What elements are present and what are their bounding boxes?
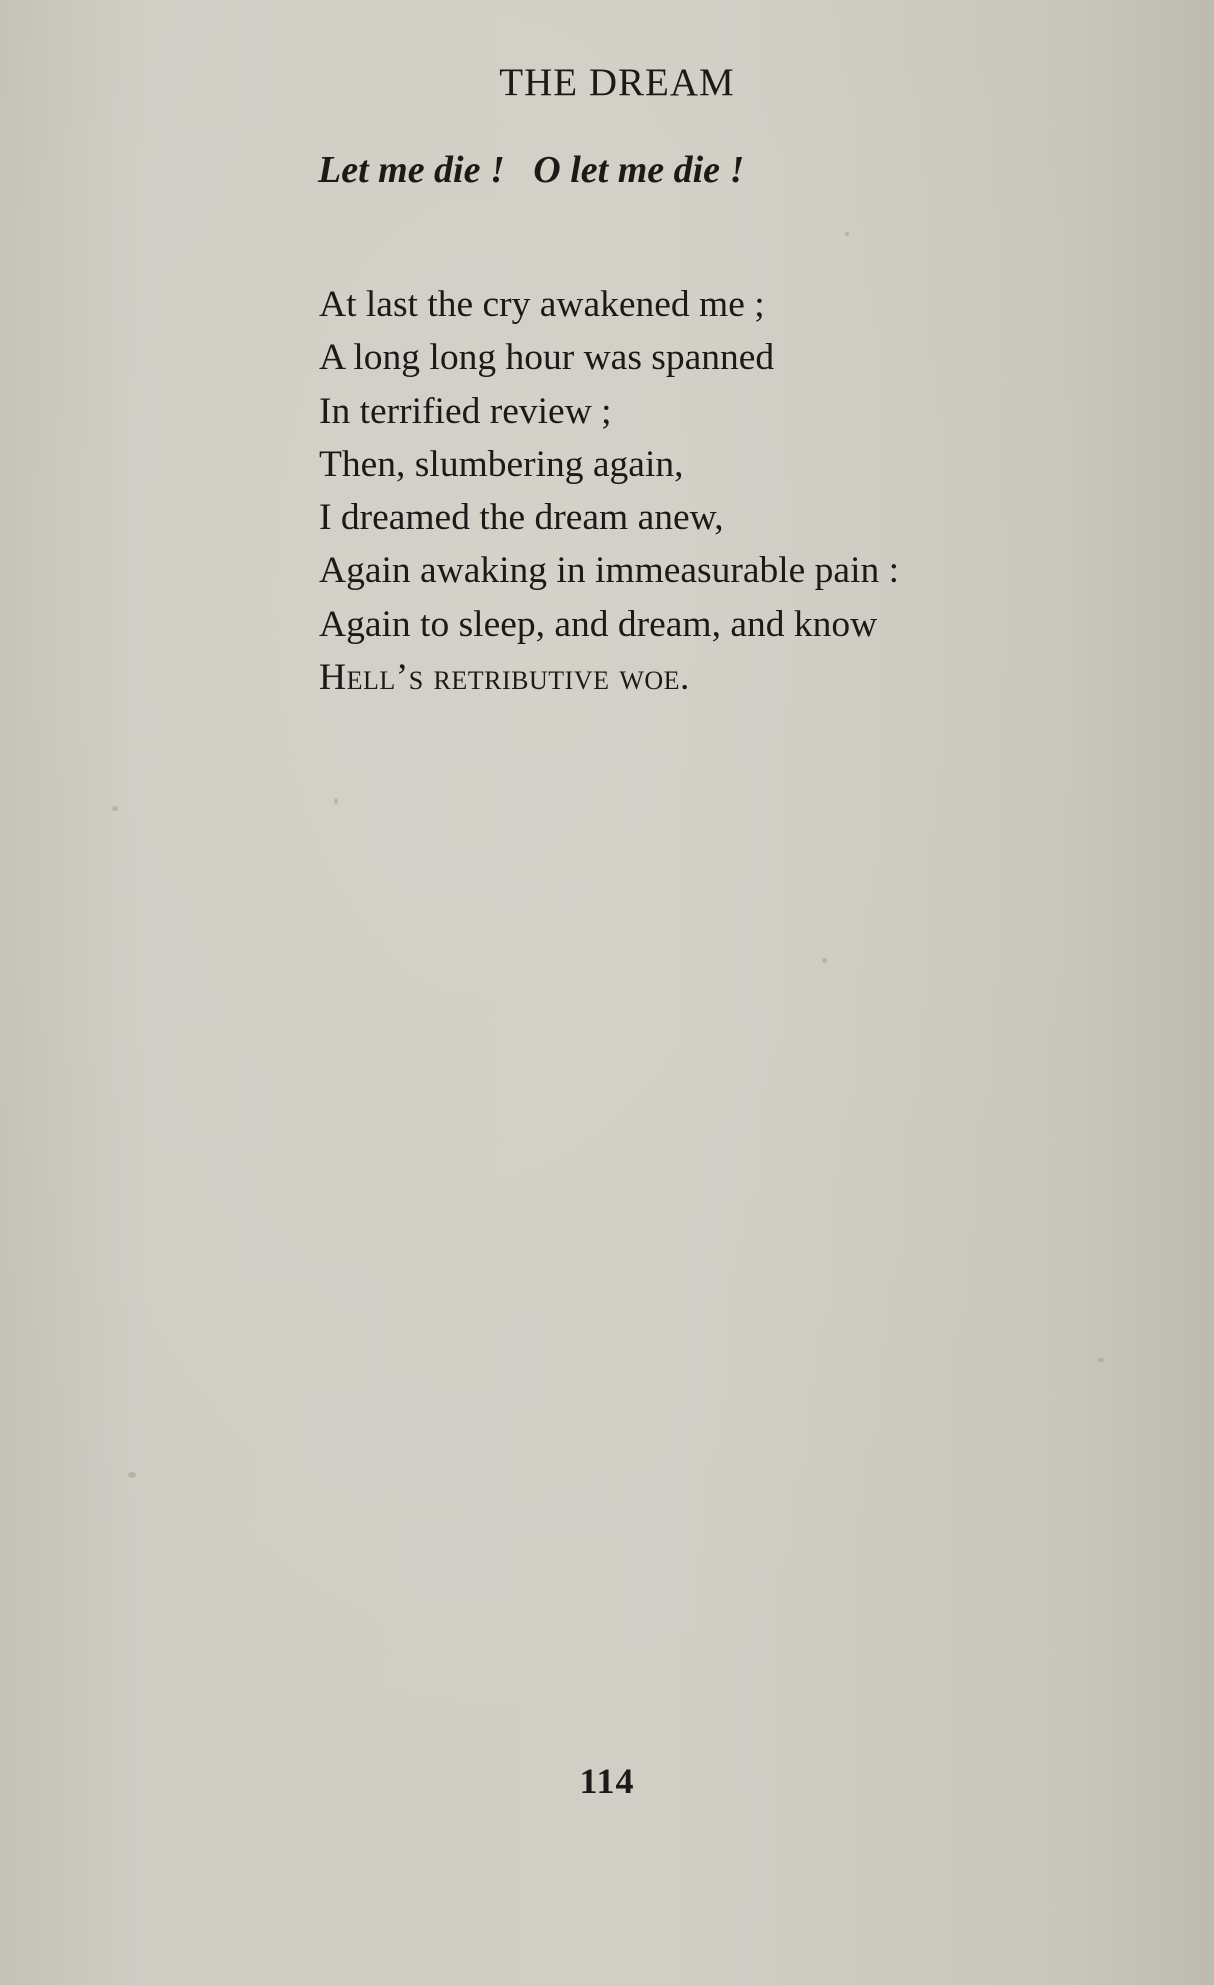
- poem-line: [319, 544, 899, 597]
- running-head: THE DREAM: [499, 61, 735, 104]
- poem-line-text-smallcaps: Hell’s retributive woe.: [319, 657, 690, 699]
- poem-line-text: A long long hour was spanned: [319, 337, 775, 379]
- poem-line-text: Then, slumbering again,: [319, 443, 684, 485]
- poem-line: [319, 385, 899, 438]
- poem-line: [319, 278, 899, 331]
- poem-line: [319, 331, 899, 384]
- paper-speck: [334, 798, 338, 804]
- poem-line-text: I dreamed the dream anew,: [319, 497, 724, 539]
- poem-line-text: At last the cry awakened me ;: [319, 284, 765, 325]
- poem-stanza: [319, 278, 899, 704]
- paper-speck: [112, 806, 118, 811]
- poem-line: [319, 438, 899, 491]
- poem-line: [319, 491, 899, 544]
- poem-line-text: In terrified review ;: [319, 390, 612, 432]
- page-number: 114: [579, 1761, 635, 1801]
- poem-line-text: Again awaking in immeasurable pain :: [319, 550, 900, 592]
- poem-line-text: Again to sleep, and dream, and know: [319, 603, 878, 645]
- poem-line: [319, 651, 899, 704]
- paper-speck: [1098, 1358, 1104, 1362]
- paper-speck: [128, 1472, 136, 1478]
- paper-speck: [845, 232, 849, 236]
- refrain-line: Let me die ! O let me die !: [318, 149, 745, 191]
- paper-speck: [822, 958, 827, 963]
- poem-line: [319, 598, 899, 651]
